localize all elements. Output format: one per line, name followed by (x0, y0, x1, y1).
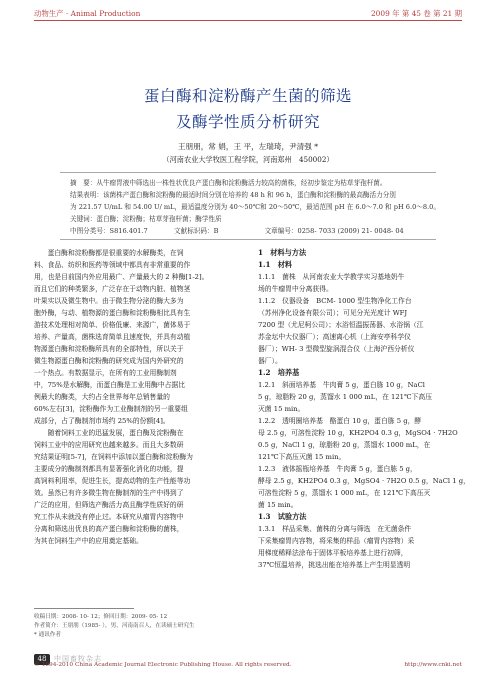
text-line: 广泛的应用，但筛选产酶活力高且酶学性质好的研 (34, 501, 184, 509)
footnote-corresponding: * 通讯作者 (34, 632, 61, 638)
text-line: 下采集瘤胃内容物，将采集的样品（瘤胃内容物）采 (258, 537, 415, 545)
classification-line: 中图分类号：S816.401.7 文献标识码：B 文章编号：0258- 7033 (2009) 21- 0048- 04 (70, 227, 404, 235)
text-line: 1.2.2 透明圈培养基 酪蛋白 10 g，蛋白胨 5 g，酵 (258, 417, 422, 425)
running-header-right: 2009 年 第 45 卷 第 21 期 (370, 9, 462, 18)
text-line: 1 材料与方法 (258, 248, 307, 257)
text-line: 微生物源蛋白酶和淀粉酶的研究成为国内外研究的 (34, 357, 184, 365)
footnote-rule (34, 608, 134, 609)
text-line: 1.1 材料 (258, 260, 293, 269)
copyright-url: http://www.cnki.net (404, 662, 462, 668)
text-line: 游技术处理相对简单、价格低廉、来源广，菌体易于 (34, 321, 191, 329)
running-header-left: 动物生产 · Animal Production (34, 9, 141, 18)
text-line: 1.1.2 仪器设备 BCM- 1000 型生物净化工作台 (258, 297, 412, 305)
text-line: 场的牛瘤胃中分离获得。 (258, 285, 333, 293)
keywords-line: 关键词：蛋白酶；淀粉酶；枯草芽孢杆菌；酶学性质 (70, 215, 222, 223)
text-line: 用，也是目前国内外应用最广、产量最大的 2 种酶[1-2]。 (34, 273, 209, 281)
text-line: 灭菌 15 min。 (258, 405, 305, 413)
text-line: 为其在饲料生产中的应用奠定基础。 (34, 537, 143, 545)
footnote-author-bio: 作者简介：王朋朋（1985- ），男，河南南召人，在读硕士研究生 (34, 623, 195, 629)
abstract-line: 为 221.57 U/mL 和 54.00 U/ mL，最适温度分别为 40～50℃和 20～50℃，最适范围 pH 在 6.0～7.0 和 pH 6.0～8.0。 (70, 203, 440, 211)
text-line: 1.2 培养基 (258, 368, 300, 377)
text-line: 5 g，琼脂粉 20 g，蒸馏水 1 000 mL，在 121℃下高压 (258, 393, 432, 401)
text-line: 胞外酶，与动、植物源的蛋白酶和淀粉酶相比具有生 (34, 309, 191, 317)
left-column (34, 247, 254, 547)
text-line: 37℃恒温培养，挑选出能在培养基上产生明显透明 (258, 561, 411, 569)
text-line: 究工作从未就没有停止过。本研究从瘤胃内容物中 (34, 513, 184, 521)
abstract-bottom-rule (60, 239, 436, 240)
text-line: 1.1.1 菌株 从河南农业大学教学实习基地奶牛 (258, 273, 405, 281)
text-line: 121℃下高压灭菌 15 min。 (258, 453, 346, 461)
text-line: 用梯度稀释法涂布于固体平板培养基上进行初筛， (258, 549, 408, 557)
text-line: 器厂）。 (258, 357, 282, 365)
text-line: 究结果证明[5-7]，在饲料中添加以蛋白酶和淀粉酶为 (34, 453, 193, 461)
text-line: 1.2.3 液体摇瓶培养基 牛肉膏 5 g，蛋白胨 5 g， (258, 465, 417, 473)
paper-title-line-2: 及酶学性质分析研究 (175, 113, 320, 131)
text-line: 苏金坛中大仪器厂）；高速离心机（上海安亭科学仪 (258, 333, 411, 341)
text-line: 1.2.1 斜面培养基 牛肉膏 5 g，蛋白胨 10 g，NaCl (258, 381, 425, 389)
affiliation: （河南农业大学牧医工程学院，河南郑州 450002） (162, 155, 334, 164)
right-column (258, 247, 470, 571)
text-line: 1.3 试验方法 (258, 512, 307, 521)
text-line: （苏州净化设备有限公司）；可见分光光度计 WFJ (258, 309, 408, 317)
text-line: 效。虽然已有许多微生物在酶制剂的生产中得到了 (34, 489, 184, 497)
text-line: 主要成分的酶制剂都具有显著强化消化的功能，提 (34, 465, 184, 473)
text-line: 母 2.5 g，可溶性淀粉 10 g，KH2PO4 0.3 g，MgSO4 · 7H2O (258, 429, 458, 437)
text-line: 一个热点。有数据显示，在所有的工业用酶制剂 (34, 369, 177, 377)
text-line: 蛋白酶和淀粉酶都是很重要的水解酶类，在饲 (34, 249, 184, 257)
copyright-notice: © 1994-2010 China Academic Journal Electronic Publishing House. All rights reserved. (34, 662, 292, 668)
text-line: 酵母 2.5 g，KH2PO4 0.3 g，MgSO4 · 7H2O 0.5 g，NaCl 1 g， (258, 477, 470, 485)
text-line: 随着饲料工业的迅猛发展，蛋白酶及淀粉酶在 (34, 429, 184, 437)
text-line: 器厂）；WH- 3 型微型旋涡混合仪（上海沪西分析仪 (258, 345, 415, 353)
text-line: 分离和筛选出优良的高产蛋白酶和淀粉酶的菌株， (34, 525, 184, 533)
text-line: 成部分，占了酶制剂市场约 25%的份额[4]。 (34, 417, 170, 425)
abstract-line: 摘 要：从牛瘤胃液中筛选出一株性状优良产蛋白酶和淀粉酶活力较高的菌株，经初步鉴定为枯草芽孢杆菌。 (70, 179, 387, 187)
text-line: 1.3.1 样品采集、菌株的分离与筛选 在无菌条件 (258, 525, 412, 533)
text-line: 高饲料利用率，促进生长，提高动物的生产性能等功 (34, 477, 191, 485)
text-line: 例最大的酶类，大约占全世界每年总销售量的 (34, 393, 170, 401)
text-line: 菌 15 min。 (258, 501, 298, 509)
text-line: 0.5 g，NaCl 1 g，琼脂粉 20 g，蒸馏水 1000 mL，在 (258, 441, 431, 449)
text-line: 饲料工业中的应用研究也越来越多。而且大多数研 (34, 441, 184, 449)
abstract-line: 结果表明：该菌株产蛋白酶和淀粉酶的最适时间分别在培养的 48 h 和 96 h，蛋白酶和淀粉酶的最高酶活力分别 (70, 191, 396, 199)
text-line: 料、食品、纺织和医药等领域中都具有非常重要的作 (34, 261, 191, 269)
paper-title-line-1: 蛋白酶和淀粉酶产生菌的筛选 (143, 87, 352, 105)
journal-watermark: 中国畜牧杂志 (54, 655, 102, 663)
text-line: 叶果实以及微生物中。由于微生物分泌的酶大多为 (34, 297, 184, 305)
text-line: 60%左右[3]，淀粉酶作为工业酶制剂的另一重要组 (34, 405, 188, 413)
authors: 王朋朋，常 娟，王 平，左瑞琦，尹清强 * (177, 142, 319, 151)
text-line: 培养、产量高，菌株选育简单且速度快，并具有动植 (34, 333, 191, 341)
text-line: 7200 型（尤尼柯公司）；水浴恒温振荡器、水浴锅（江 (258, 321, 424, 329)
header-rule (34, 20, 462, 21)
page-number: 48 (34, 654, 50, 665)
text-line: 而且它们的种类繁多，广泛存在于动物内脏、植物茎 (34, 285, 191, 293)
abstract-top-rule (60, 172, 436, 173)
text-line: 可溶性淀粉 5 g，蒸馏水 1 000 mL，在 121℃下高压灭 (258, 489, 431, 497)
text-line: 物源蛋白酶和淀粉酶所具有的全部特性，所以关于 (34, 345, 184, 353)
footnote-received: 收稿日期：2008- 10- 12；修回日期：2009- 05- 12 (34, 614, 168, 620)
text-line: 中，75%是水解酶，而蛋白酶是工业用酶中占据比 (34, 381, 186, 389)
